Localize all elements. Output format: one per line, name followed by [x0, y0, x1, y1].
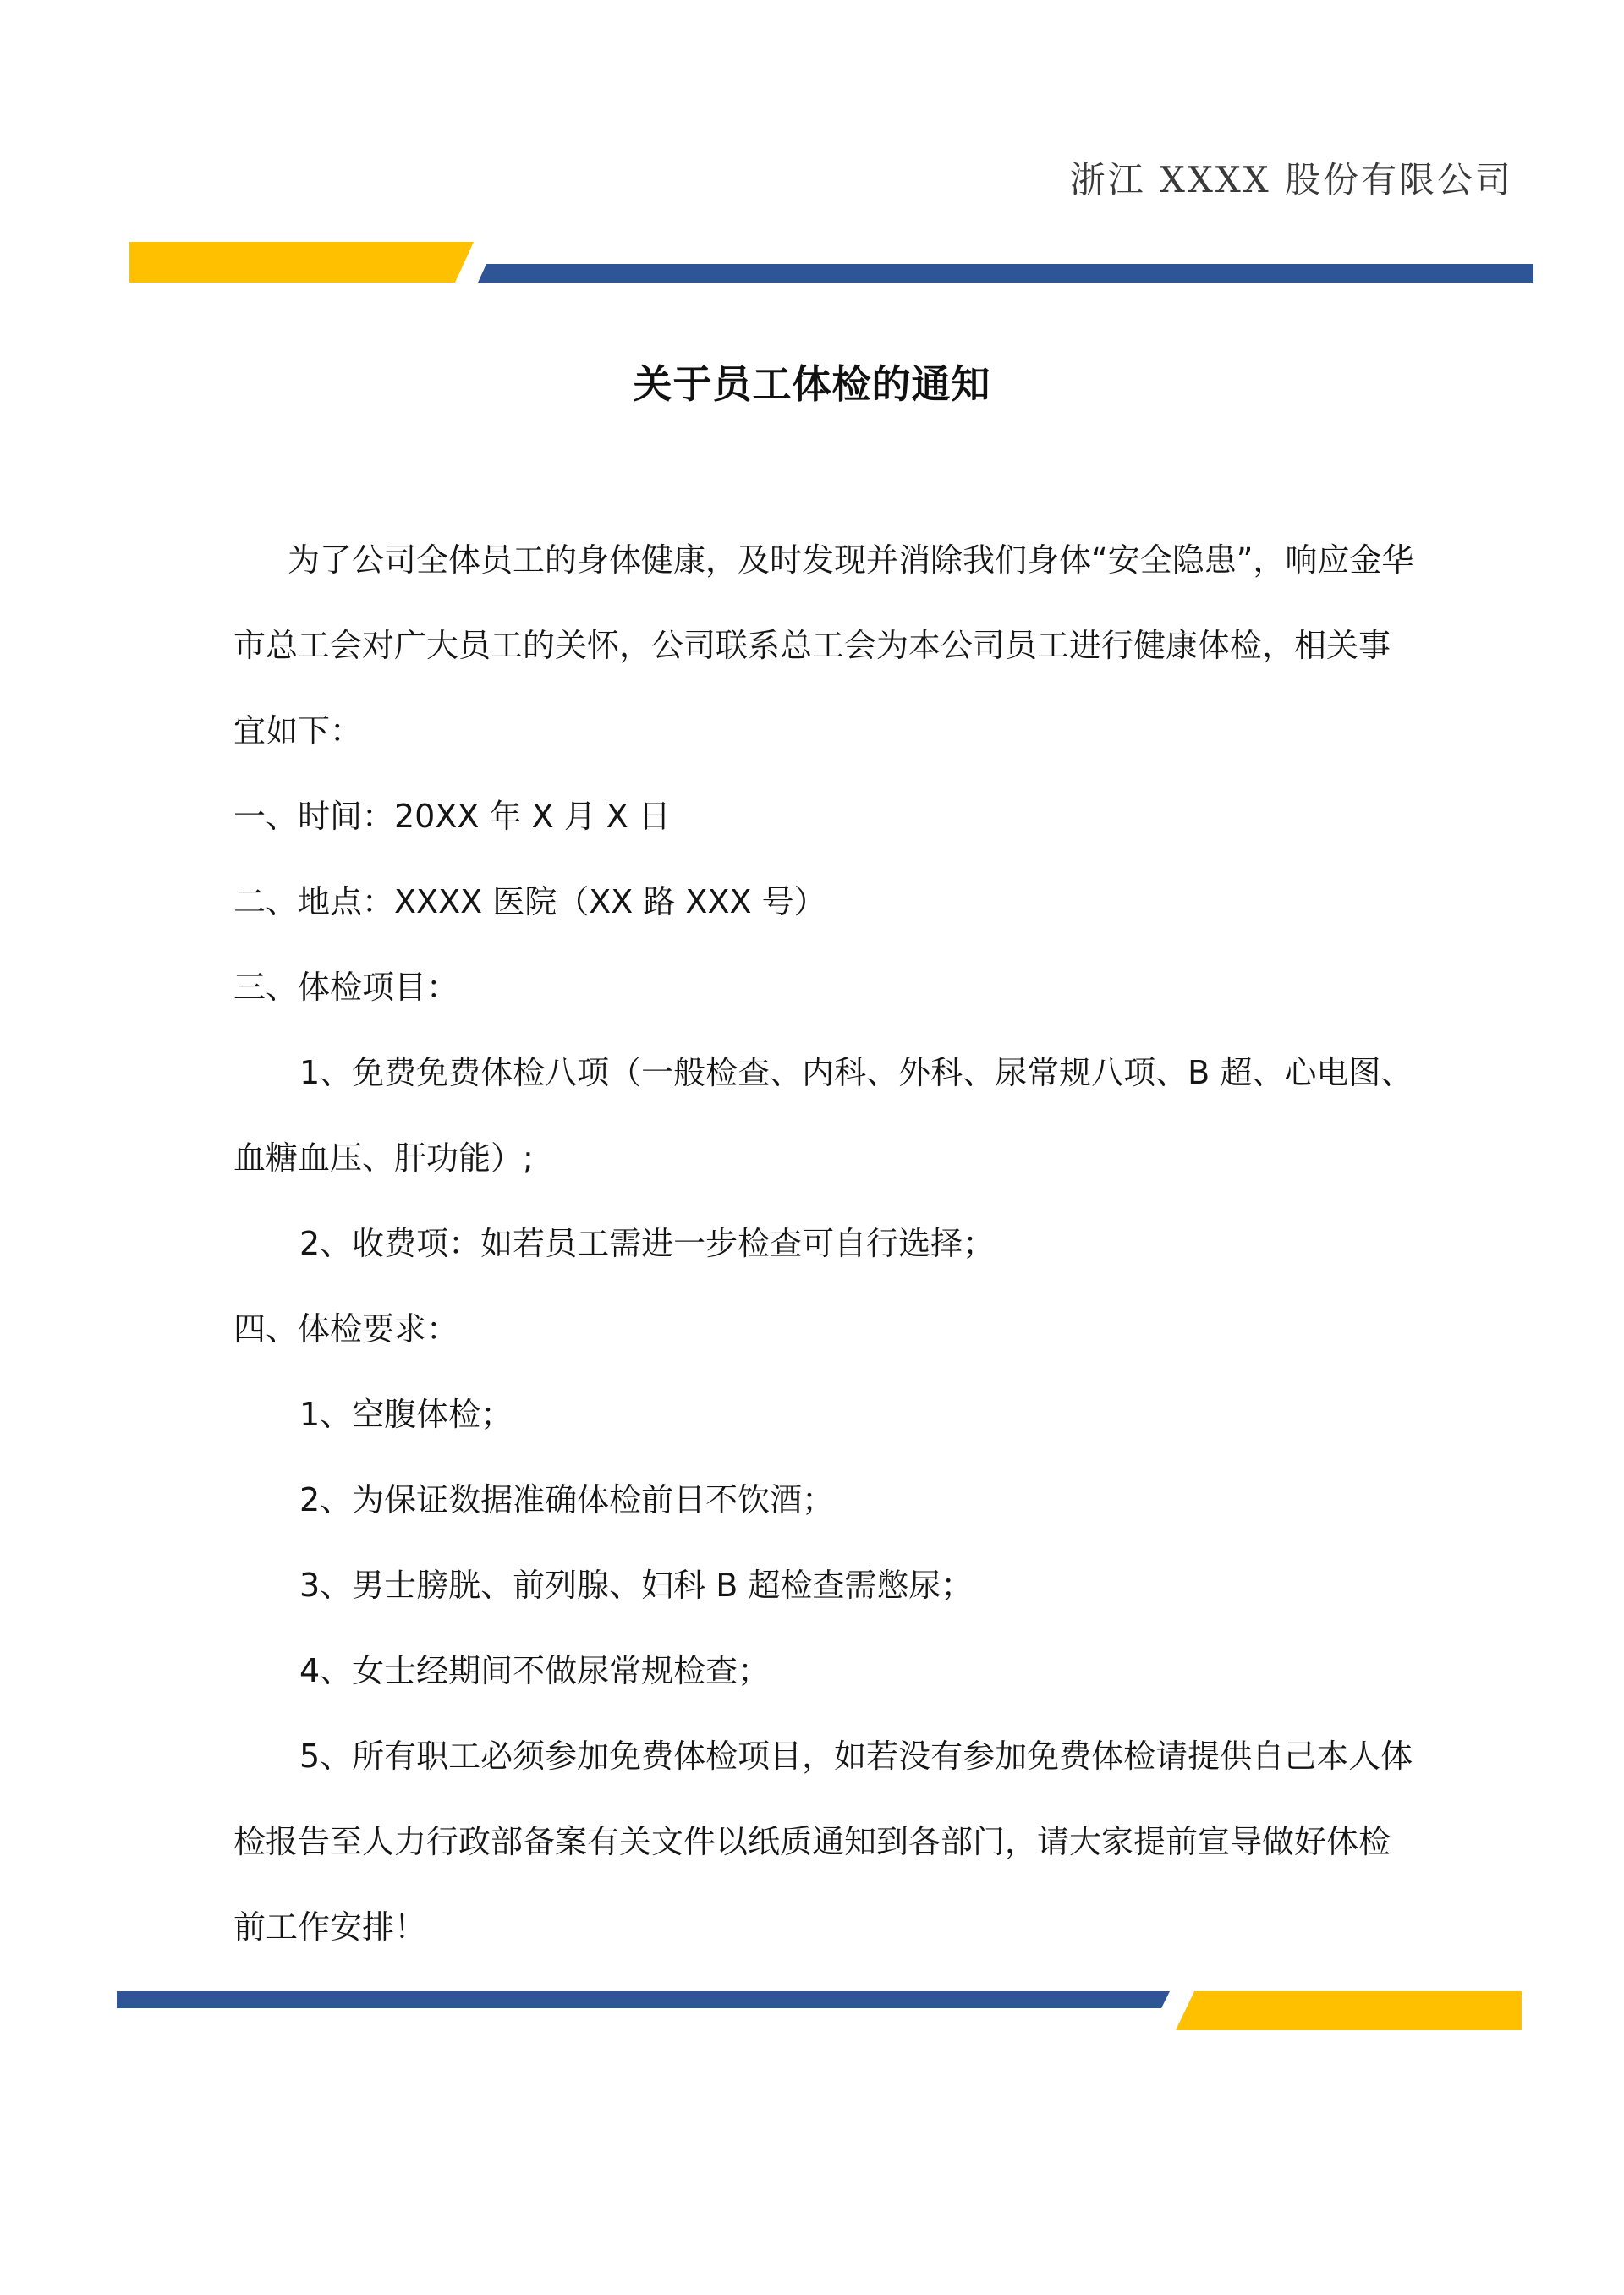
item-free: 1、免费免费体检八项（一般检查、内科、外科、尿常规八项、B 超、心电图、血糖血压、肝功能）; — [233, 1054, 1413, 1177]
footer-decorative-band — [0, 1990, 1624, 2040]
document-body — [233, 518, 1418, 1970]
requirement-1: 1、空腹体检； — [299, 1396, 513, 1433]
footer-blue-stripe — [117, 1991, 1170, 2008]
header-blue-stripe — [478, 264, 1533, 283]
company-name: 浙江 XXXX 股份有限公司 — [1069, 159, 1513, 200]
time-line: 一、时间：20XX 年 X 月 X 日 — [233, 798, 671, 835]
header-decorative-band — [0, 242, 1624, 293]
requirement-5: 5、所有职工必须参加免费体检项目，如若没有参加免费体检请提供自己本人体检报告至人力行政部备案有关文件以纸质通知到各部门，请大家提前宣导做好体检前工作安排！ — [233, 1738, 1413, 1946]
requirement-3: 3、男士膀胱、前列腺、妇科 B 超检查需憋尿； — [299, 1567, 974, 1604]
document-title: 关于员工体检的通知 — [633, 361, 991, 407]
requirements-heading: 四、体检要求： — [233, 1310, 459, 1348]
intro-paragraph: 为了公司全体员工的身体健康，及时发现并消除我们身体“安全隐患”，响应金华市总工会对广大员工的关怀，公司联系总工会为本公司员工进行健康体检，相关事宜如下： — [233, 541, 1414, 749]
item-paid: 2、收费项：如若员工需进一步检查可自行选择； — [299, 1225, 996, 1262]
header-yellow-stripe — [129, 242, 474, 283]
requirement-2: 2、为保证数据准确体检前日不饮酒； — [299, 1481, 835, 1518]
requirement-4: 4、女士经期间不做尿常规检查； — [299, 1652, 771, 1689]
items-heading: 三、体检项目： — [233, 969, 459, 1006]
location-line: 二、地点：XXXX 医院（XX 路 XXX 号） — [233, 883, 826, 920]
footer-yellow-stripe — [1176, 1991, 1522, 2030]
